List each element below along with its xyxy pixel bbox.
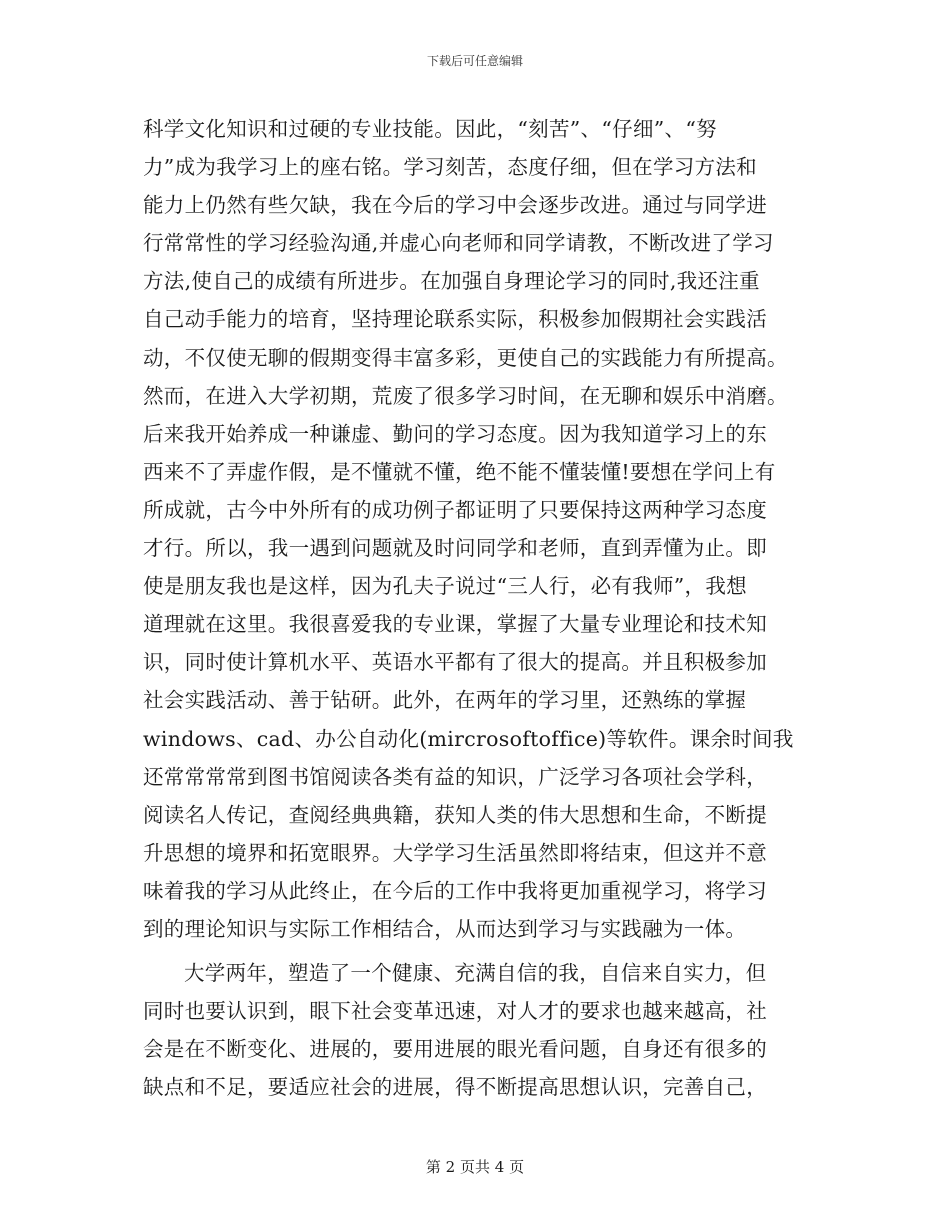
text-line: 动，不仅使无聊的假期变得丰富多彩，更使自己的实践能力有所提高。 [143,345,788,370]
text-line: 科学文化知识和过硬的专业技能。因此，“刻苦”、“仔细”、“努 [143,117,717,141]
text-line: 道理就在这里。我很喜爱我的专业课，掌握了大量专业理论和技术知 [143,612,767,637]
text-line: 后来我开始养成一种谦虚、勤问的学习态度。因为我知道学习上的东 [143,421,767,446]
text-line: 能力上仍然有些欠缺，我在今后的学习中会逐步改进。通过与同学进 [143,193,767,218]
text-line: 大学两年，塑造了一个健康、充满自信的我，自信来自实力，但 [184,961,767,986]
text-line: 还常常常常到图书馆阅读各类有益的知识，广泛学习各项社会学科， [143,764,767,789]
text-line: 所成就，古今中外所有的成功例子都证明了只要保持这两种学习态度 [143,497,767,522]
text-line: 行常常性的学习经验沟通,并虚心向老师和同学请教，不断改进了学习 [143,231,774,256]
page-header: 下载后可任意编辑 [426,54,523,68]
text-line: 阅读名人传记，查阅经典典籍，获知人类的伟大思想和生命，不断提 [143,802,767,827]
text-line: 同时也要认识到，眼下社会变革迅速，对人才的要求也越来越高，社 [143,999,767,1024]
text-line: 到的理论知识与实际工作相结合，从而达到学习与实践融为一体。 [143,916,747,941]
page-footer: 第 2 页共 4 页 [425,1158,525,1176]
text-line: 味着我的学习从此终止，在今后的工作中我将更加重视学习，将学习 [143,878,767,903]
text-line: 会是在不断变化、进展的，要用进展的眼光看问题，自身还有很多的 [143,1037,767,1062]
text-line: 自己动手能力的培育，坚持理论联系实际，积极参加假期社会实践活 [143,307,767,332]
text-line: 识，同时使计算机水平、英语水平都有了很大的提高。并且积极参加 [143,650,767,675]
paragraph-1 [143,110,808,948]
text-line: 力”成为我学习上的座右铭。学习刻苦，态度仔细，但在学习方法和 [143,155,757,180]
text-line: 社会实践活动、善于钻研。此外，在两年的学习里，还熟练的掌握 [143,688,747,713]
text-line: 使是朋友我也是这样，因为孔夫子说过“三人行，必有我师”，我想 [143,574,747,599]
paragraph-2 [143,954,808,1106]
text-line: 才行。所以，我一遇到问题就及时问同学和老师，直到弄懂为止。即 [143,536,767,561]
text-line: 升思想的境界和拓宽眼界。大学学习生活虽然即将结束，但这并不意 [143,840,767,865]
document-body [143,110,808,1106]
text-line: 方法,使自己的成绩有所进步。在加强自身理论学习的同时,我还注重 [143,269,760,294]
text-line: windows、cad、办公自动化(mircrosoftoffice)等软件。课余时间我 [143,726,794,751]
text-line: 西来不了弄虚作假，是不懂就不懂，绝不能不懂装懂!要想在学问上有 [143,459,776,484]
text-line: 缺点和不足，要适应社会的进展，得不断提高思想认识，完善自己， [143,1075,767,1100]
text-line: 然而，在进入大学初期，荒废了很多学习时间，在无聊和娱乐中消磨。 [143,383,788,408]
